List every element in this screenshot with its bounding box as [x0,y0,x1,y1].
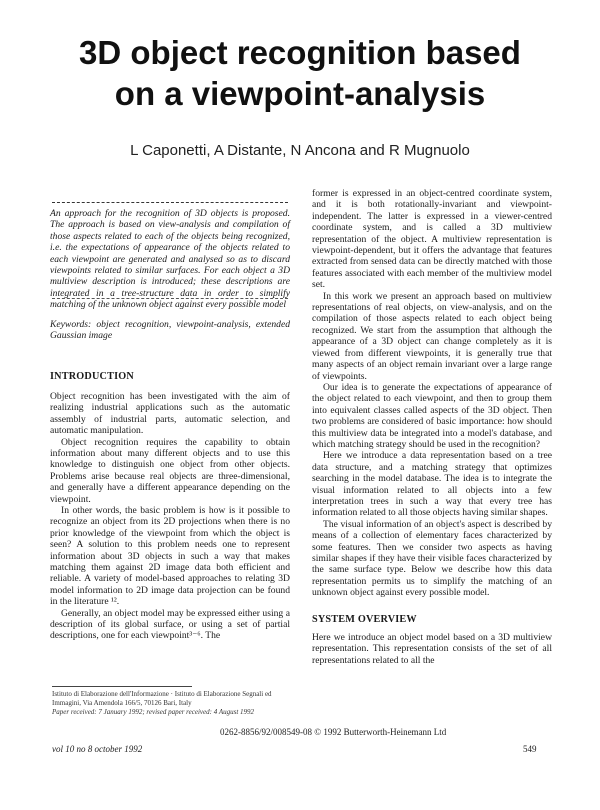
intro-paragraph-1: Object recognition has been investigated with the aim of realizing industrial applications such as the automatic assembly of industrial parts, automatic selection, and automatic manipulation. [50,390,290,437]
journal-issue: vol 10 no 8 october 1992 [52,744,143,754]
system-overview-paragraph: Here we introduce an object model based on a 3D multiview representation. This representation consists of the set of all representations related to all the [312,632,552,666]
intro-paragraph-2: Object recognition requires the capability to obtain information about many different objects and to use this knowledge to distinguish one object from other objects. Problems arise because real objects are three-dimensional, and generally have a different appearance depending on the viewpoint. [50,436,290,505]
title-line-1: 3D object recognition based [79,34,521,71]
footnote [52,690,292,718]
footnote-rule [52,686,192,687]
authors: L Caponetti, A Distante, N Ancona and R Mugnuolo [130,142,470,159]
footnote-received: Paper received: 7 January 1992; revised paper received: 4 August 1992 [52,708,255,717]
system-overview-heading: SYSTEM OVERVIEW [312,613,417,625]
title-line-2: on a viewpoint-analysis [114,75,486,112]
page-number: 549 [523,744,537,754]
intro-paragraph-3: In other words, the basic problem is how is it possible to recognize an object from its 2D projections when there is no prior knowledge of the viewpoint from which the object is seen? A solution to this problem needs one to represent information about 3D objects in such a way that makes matching them against 2D image data both efficient and reliable. A variety of model-based approaches to relating 3D model information to 2D image data projection can be found in the literature ¹². [50,504,290,608]
right-paragraph-2: In this work we present an approach based on multiview representations of real objects, on view-analysis, and on the compilation of those aspects related to each object being recognized. We start from the assumption that although the appearance of a 3D object can change completely as it is viewed from different viewpoints, it is generally true that many aspects of an object remain invariant over a large range of viewpoints. [312,290,552,382]
abstract: An approach for the recognition of 3D objects is proposed. The approach is based on view-analysis and compilation of those aspects related to each of the objects being recognized, i.e. the expectations of appearance of the objects related to each viewpoint are generated and analysed so as to discard viewpoints related to similar surfaces. For each object a 3D multiview description is introduced; these descriptions are integrated in a tree-structure data in order to simplify matching of the unknown object against every possible model [50,208,290,311]
keywords: Keywords: object recognition, viewpoint-analysis, extended Gaussian image [50,318,290,342]
right-column [312,188,552,666]
paper-title [0,32,600,114]
right-paragraph-5: The visual information of an object's aspect is described by means of a collection of elementary faces characterized by some features. Then we consider two aspects as having similar shapes if they have their visible faces characterized by the same surface type. Below we describe how this data representation permits us to simplify the matching of an unknown object against every possible model. [312,518,552,599]
intro-heading: INTRODUCTION [50,371,134,383]
footnote-affiliation: Istituto di Elaborazione dell'Informazione · Istituto di Elaborazione Segnali ed Immagini, Via Amendola 166/5, 70126 Bari, Italy [52,690,272,708]
right-paragraph-3: Our idea is to generate the expectations of appearance of the object related to each viewpoint, and then to group them into equivalent classes called aspects of the 3D object. Then two problems are considered of basic importance: how should this multiview data be integrated into a model's database, and which matching strategy should be used in the recognition? [312,381,552,450]
right-paragraph-4: Here we introduce a data representation based on a tree data structure, and a matching strategy that optimizes searching in the model database. The idea is to integrate the visual information related to all objects into a few interpretation trees in such a way that every tree has information related to all those objects having similar shapes. [312,450,552,519]
left-column [50,196,290,642]
intro-paragraph-4: Generally, an object model may be expressed either using a description of its global surface, or using a set of partial descriptions, one for each viewpoint³⁻⁶. The [50,607,290,642]
copyright-line: 0262-8856/92/008549-08 © 1992 Butterworth-Heinemann Ltd [220,727,447,737]
right-paragraph-1: former is expressed in an object-centred coordinate system, and it is both rotationally-invariant and viewpoint-independent. The latter is expressed in a viewer-centred coordinate system, and is called a 3D multiview representation of the object. A multiview representation is viewpoint-dependent, but it offers the advantage that features extracted from sensed data can be directly matched with those features associated with each member of the multiview model set. [312,188,552,291]
abstract-bottom-rule [52,298,288,299]
